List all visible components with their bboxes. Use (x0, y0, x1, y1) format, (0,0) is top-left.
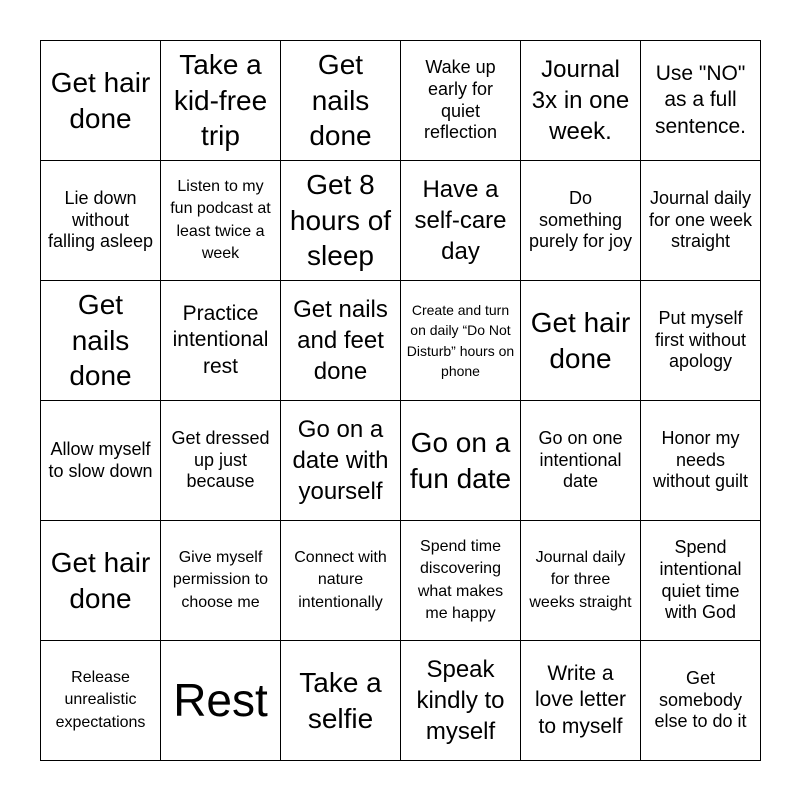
bingo-board (40, 40, 761, 761)
bingo-cell[interactable] (641, 161, 761, 281)
bingo-cell[interactable] (401, 401, 521, 521)
cell-text: Use "NO" as a full sentence. (654, 62, 747, 138)
cell-text: Journal daily for one week straight (648, 188, 753, 252)
cell-text: Get nails done (69, 288, 132, 392)
cell-text: Get 8 hours of sleep (289, 168, 392, 272)
cell-text: Allow myself to slow down (48, 438, 153, 481)
bingo-cell[interactable] (41, 41, 161, 161)
cell-text: Have a self-care day (414, 175, 507, 266)
bingo-cell[interactable] (41, 521, 161, 641)
cell-text: Speak kindly to myself (416, 655, 505, 746)
bingo-cell[interactable] (41, 161, 161, 281)
cell-text: Get dressed up just because (171, 428, 270, 492)
cell-text: Wake up early for quiet reflection (423, 57, 498, 143)
cell-text: Do something purely for joy (528, 188, 633, 252)
bingo-cell[interactable] (401, 641, 521, 761)
cell-text: Go on one intentional date (538, 428, 623, 492)
cell-text: Go on a fun date (409, 426, 512, 494)
cell-text: Go on a date with yourself (292, 415, 389, 506)
bingo-cell[interactable] (281, 161, 401, 281)
bingo-cell[interactable] (401, 41, 521, 161)
bingo-cell[interactable] (641, 521, 761, 641)
bingo-cell[interactable] (161, 281, 281, 401)
bingo-cell[interactable] (521, 401, 641, 521)
cell-text: Get nails and feet done (293, 295, 388, 386)
bingo-cell[interactable] (401, 161, 521, 281)
cell-text: Put myself first without apology (654, 308, 747, 372)
bingo-cell[interactable] (161, 401, 281, 521)
bingo-cell[interactable] (641, 281, 761, 401)
bingo-cell[interactable] (521, 41, 641, 161)
bingo-cell[interactable] (521, 641, 641, 761)
cell-text: Spend intentional quiet time with God (659, 537, 742, 623)
cell-text: Rest (173, 674, 268, 727)
cell-text: Take a kid-free trip (173, 48, 268, 152)
cell-text: Take a selfie (299, 666, 382, 734)
cell-text: Journal 3x in one week. (531, 55, 630, 146)
cell-text: Connect with nature intentionally (294, 548, 387, 611)
bingo-cell[interactable] (41, 641, 161, 761)
cell-text: Release unrealistic expectations (55, 668, 146, 731)
bingo-cell[interactable] (161, 641, 281, 761)
cell-text: Lie down without falling asleep (47, 188, 154, 252)
bingo-cell[interactable] (401, 281, 521, 401)
cell-text: Get hair done (530, 306, 631, 374)
bingo-cell[interactable] (161, 41, 281, 161)
cell-text: Get hair done (50, 546, 151, 614)
bingo-cell[interactable] (401, 521, 521, 641)
bingo-cell[interactable] (41, 281, 161, 401)
bingo-cell[interactable] (41, 401, 161, 521)
cell-text: Get somebody else to do it (654, 668, 747, 732)
bingo-cell[interactable] (161, 161, 281, 281)
cell-text: Create and turn on daily “Do Not Disturb” hours on phone (406, 301, 515, 379)
cell-text: Write a love letter to myself (534, 662, 627, 738)
cell-text: Listen to my fun podcast at least twice a week (170, 177, 271, 262)
bingo-cell[interactable] (641, 641, 761, 761)
bingo-cell[interactable] (641, 41, 761, 161)
cell-text: Spend time discovering what makes me happy (417, 537, 504, 622)
bingo-cell[interactable] (521, 161, 641, 281)
bingo-cell[interactable] (281, 41, 401, 161)
bingo-cell[interactable] (281, 401, 401, 521)
bingo-cell[interactable] (521, 281, 641, 401)
cell-text: Honor my needs without guilt (652, 428, 749, 492)
cell-text: Journal daily for three weeks straight (529, 548, 632, 611)
bingo-cell[interactable] (281, 521, 401, 641)
bingo-cell[interactable] (281, 281, 401, 401)
cell-text: Get nails done (309, 48, 372, 152)
cell-text: Get hair done (50, 66, 151, 134)
bingo-cell[interactable] (161, 521, 281, 641)
bingo-cell[interactable] (641, 401, 761, 521)
cell-text: Give myself permission to choose me (172, 548, 269, 611)
bingo-cell[interactable] (521, 521, 641, 641)
cell-text: Practice intentional rest (172, 302, 269, 378)
bingo-cell[interactable] (281, 641, 401, 761)
